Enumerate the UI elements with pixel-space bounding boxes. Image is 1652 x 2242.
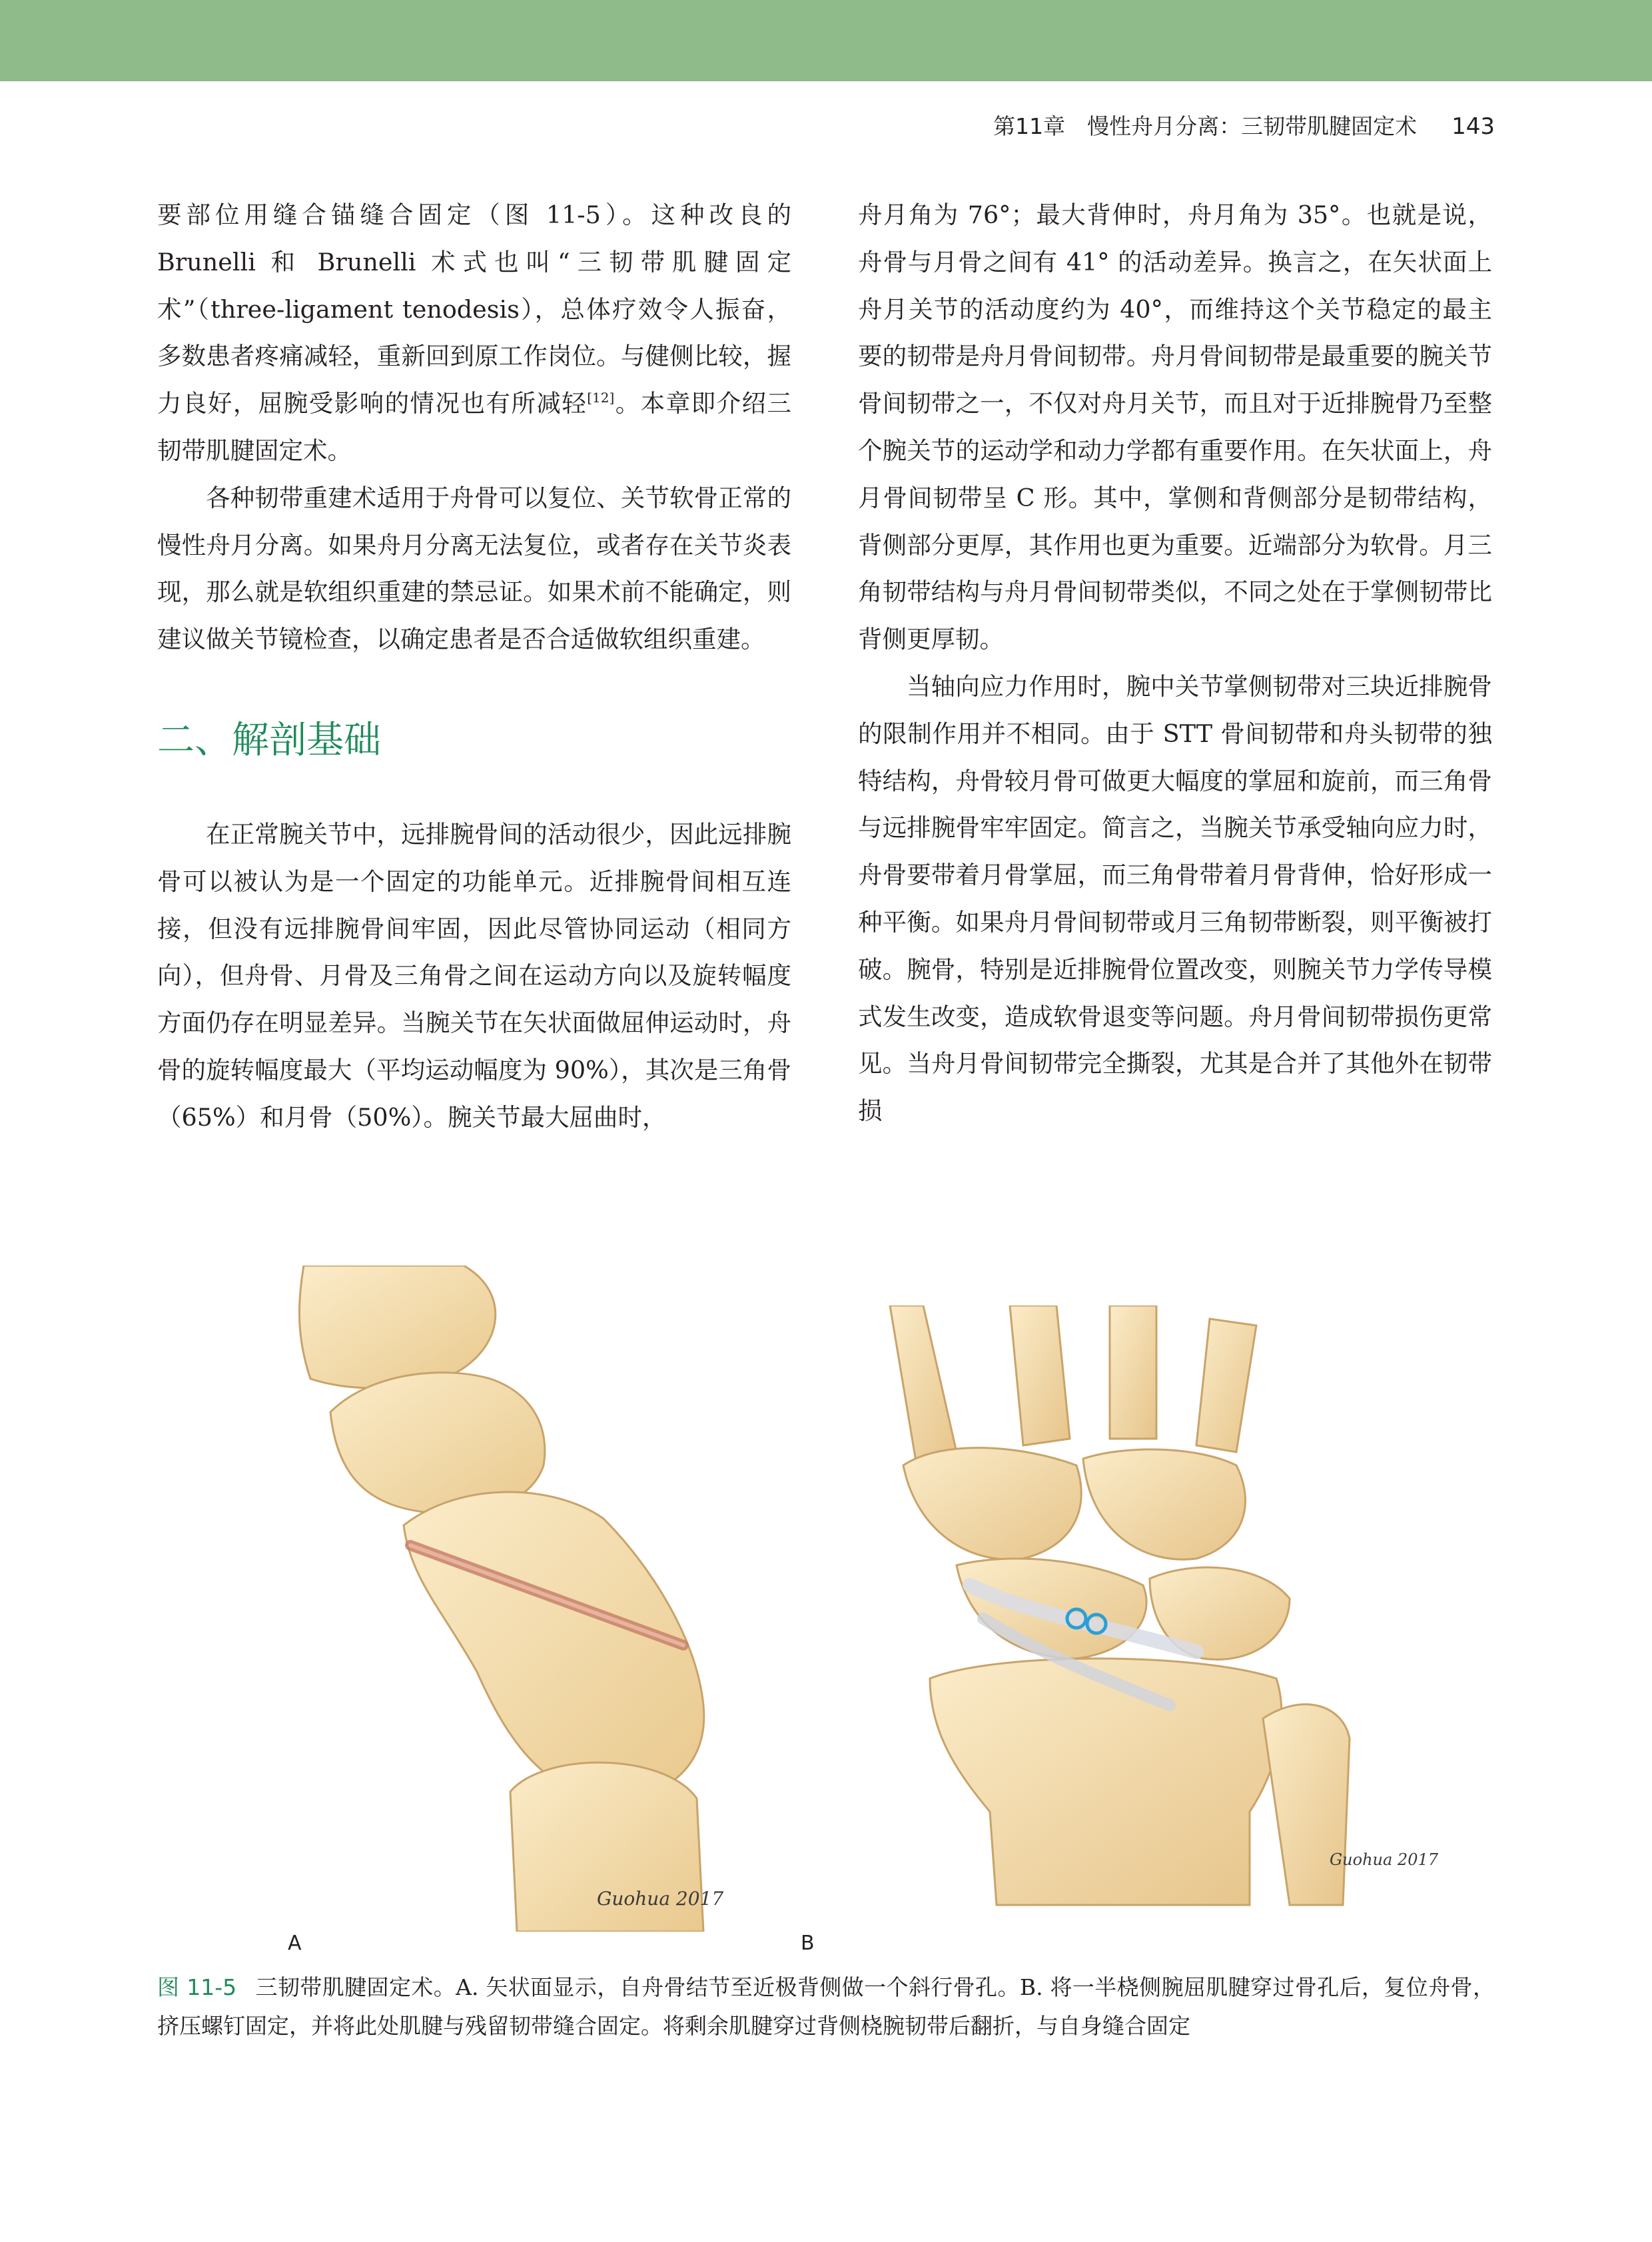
citation-12: [12] (587, 390, 615, 406)
right-column (858, 192, 1492, 1135)
chapter-title: 第11章 慢性舟月分离：三韧带肌腱固定术 (993, 113, 1418, 139)
illustration-panel-b (823, 1306, 1449, 1938)
left-paragraph-1-end: 。本章即介绍三韧带肌腱固定术。 (157, 389, 792, 465)
left-paragraph-1 (157, 192, 791, 475)
panel-a-label: A (288, 1932, 302, 1955)
caption-text: 三韧带肌腱固定术。A. 矢状面显示，自舟骨结节至近极背侧做一个斜行骨孔。B. 将一半桡侧腕屈肌腱穿过骨孔后，复位舟骨，挤压螺钉固定，并将此处肌腱与残留韧带缝合固定。将剩余肌腱穿过背侧桡腕韧带后翻折，与自身缝合固定 (157, 1974, 1495, 2039)
caption-label: 图 11-5 (157, 1974, 237, 2000)
signature-panel-b: Guohua 2017 (1330, 1850, 1439, 1869)
header-color-band (0, 0, 1652, 81)
panel-b-label: B (801, 1932, 815, 1955)
signature-panel-a: Guohua 2017 (597, 1888, 724, 1910)
left-paragraph-3: 在正常腕关节中，远排腕骨间的活动很少，因此远排腕骨可以被认为是一个固定的功能单元。近排腕骨间相互连接，但没有远排腕骨间牢固，因此尽管协同运动（相同方向），但舟骨、月骨及三角骨之间在运动方向以及旋转幅度方面仍存在明显差异。当腕关节在矢状面做屈伸运动时，舟骨的旋转幅度最大（平均运动幅度为 90%），其次是三角骨（65%）和月骨（50%）。腕关节最大屈曲时， (157, 819, 791, 1132)
illustration-panel-a (290, 1266, 770, 1932)
figure-11-5 (157, 1266, 1495, 1965)
section-heading: 二、解剖基础 (157, 718, 381, 762)
page-number: 143 (1451, 113, 1495, 140)
left-paragraph-2: 各种韧带重建术适用于舟骨可以复位、关节软骨正常的慢性舟月分离。如果舟月分离无法复位，或者存在关节炎表现，那么就是软组织重建的禁忌证。如果术前不能确定，则建议做关节镜检查，以确定患者是否合适做软组织重建。 (157, 483, 791, 654)
left-column (157, 192, 791, 1142)
running-head (993, 107, 1495, 147)
figure-caption (157, 1968, 1495, 2046)
right-paragraph-2: 当轴向应力作用时，腕中关节掌侧韧带对三块近排腕骨的限制作用并不相同。由于 STT 骨间韧带和舟头韧带的独特结构，舟骨较月骨可做更大幅度的掌屈和旋前，而三角骨与远排腕骨牢牢固定。简言之，当腕关节承受轴向应力时，舟骨要带着月骨掌屈，而三角骨带着月骨背伸，恰好形成一种平衡。如果舟月骨间韧带或月三角韧带断裂，则平衡被打破。腕骨，特别是近排腕骨位置改变，则腕关节力学传导模式发生改变，造成软骨退变等问题。舟月骨间韧带损伤更常见。当舟月骨间韧带完全撕裂，尤其是合并了其他外在韧带损 (858, 671, 1492, 1126)
right-paragraph-1: 舟月角为 76°；最大背伸时，舟月角为 35°。也就是说，舟骨与月骨之间有 41° 的活动差异。换言之，在矢状面上舟月关节的活动度约为 40°，而维持这个关节稳定的最主要的韧带是舟月骨间韧带。舟月骨间韧带是最重要的腕关节骨间韧带之一，不仅对舟月关节，而且对于近排腕骨乃至整个腕关节的运动学和动力学都有重要作用。在矢状面上，舟月骨间韧带呈 C 形。其中，掌侧和背侧部分是韧带结构，背侧部分更厚，其作用也更为重要。近端部分为软骨。月三角韧带结构与舟月骨间韧带类似，不同之处在于掌侧韧带比背侧更厚韧。 (858, 200, 1492, 654)
left-paragraph-1-text: 要部位用缝合锚缝合固定（图 11-5）。这种改良的 Brunelli 和 Brunelli 术式也叫“三韧带肌腱固定术”（three-ligament tenodesis），总体疗效令人振奋，多数患者疼痛减轻，重新回到原工作岗位。与健侧比较，握力良好，屈腕受影响的情况也有所减轻 (157, 200, 791, 418)
